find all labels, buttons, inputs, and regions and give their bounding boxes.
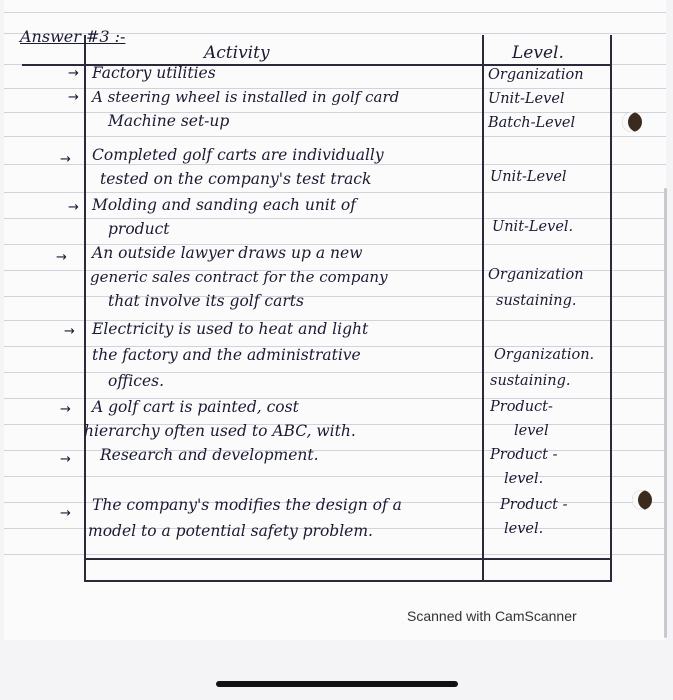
bullet-arrow: → xyxy=(68,90,79,105)
level-text: sustaining. xyxy=(490,373,571,389)
level-text: sustaining. xyxy=(496,293,577,309)
activity-text: Electricity is used to heat and light xyxy=(92,320,369,338)
level-text: Batch-Level xyxy=(488,115,576,131)
ruled-line xyxy=(4,164,666,165)
home-indicator[interactable] xyxy=(216,681,458,687)
table-bottom-border xyxy=(84,558,612,560)
activity-text: The company's modifies the design of a xyxy=(92,496,402,514)
activity-text: generic sales contract for the company xyxy=(90,268,388,286)
bullet-arrow: → xyxy=(56,250,67,265)
activity-text: the factory and the administrative xyxy=(92,346,361,364)
bullet-arrow: → xyxy=(68,200,79,215)
level-text: Unit-Level xyxy=(488,91,565,107)
level-text: Product - xyxy=(500,497,568,513)
activity-text: hierarchy often used to ABC, with. xyxy=(84,422,356,440)
ruled-line xyxy=(4,476,666,477)
table-column-divider xyxy=(482,35,484,580)
bullet-arrow: → xyxy=(60,506,71,521)
scanner-watermark: Scanned with CamScanner xyxy=(407,608,577,624)
activity-text: An outside lawyer draws up a new xyxy=(92,244,363,262)
scrollbar[interactable] xyxy=(664,188,667,638)
activity-text: Research and development. xyxy=(100,446,319,464)
table-right-border xyxy=(610,35,612,580)
activity-text: product xyxy=(108,220,170,238)
level-text: Product - xyxy=(490,447,558,463)
bullet-arrow: → xyxy=(60,152,71,167)
activity-text: Factory utilities xyxy=(92,64,216,82)
level-text: Organization xyxy=(488,267,584,283)
level-text: Product- xyxy=(490,399,553,415)
bullet-arrow: → xyxy=(60,402,71,417)
activity-text: that involve its golf carts xyxy=(108,292,304,310)
ruled-line xyxy=(4,12,666,13)
activity-text: Molding and sanding each unit of xyxy=(92,196,356,214)
answer-heading: Answer #3 :- xyxy=(20,27,126,46)
ruled-line xyxy=(4,136,666,137)
bullet-arrow: → xyxy=(60,452,71,467)
table-left-border xyxy=(84,35,86,580)
level-text: Organization. xyxy=(494,347,595,363)
binder-ring-shadow xyxy=(622,112,642,132)
activity-text: model to a potential safety problem. xyxy=(88,522,373,540)
table-bottom-border xyxy=(84,580,612,582)
ruled-line xyxy=(4,112,666,113)
level-text: Unit-Level xyxy=(490,169,567,185)
ruled-line xyxy=(4,554,666,555)
level-text: level xyxy=(514,423,549,439)
ruled-line xyxy=(4,192,666,193)
activity-text: offices. xyxy=(108,372,165,390)
activity-text: tested on the company's test track xyxy=(100,170,372,188)
bullet-arrow: → xyxy=(68,66,79,81)
activity-text: Machine set-up xyxy=(108,112,230,130)
bullet-arrow: → xyxy=(64,324,75,339)
level-text: level. xyxy=(504,471,544,487)
activity-text: A steering wheel is installed in golf card xyxy=(92,88,400,106)
level-column-header: Level. xyxy=(512,43,564,63)
level-text: Unit-Level. xyxy=(492,219,574,235)
level-text: Organization xyxy=(488,67,584,83)
activity-text: Completed golf carts are individually xyxy=(92,146,384,164)
binder-ring-shadow xyxy=(632,490,652,510)
activity-column-header: Activity xyxy=(204,43,270,63)
level-text: level. xyxy=(504,521,544,537)
activity-text: A golf cart is painted, cost xyxy=(92,398,299,416)
scanned-page xyxy=(4,0,666,640)
